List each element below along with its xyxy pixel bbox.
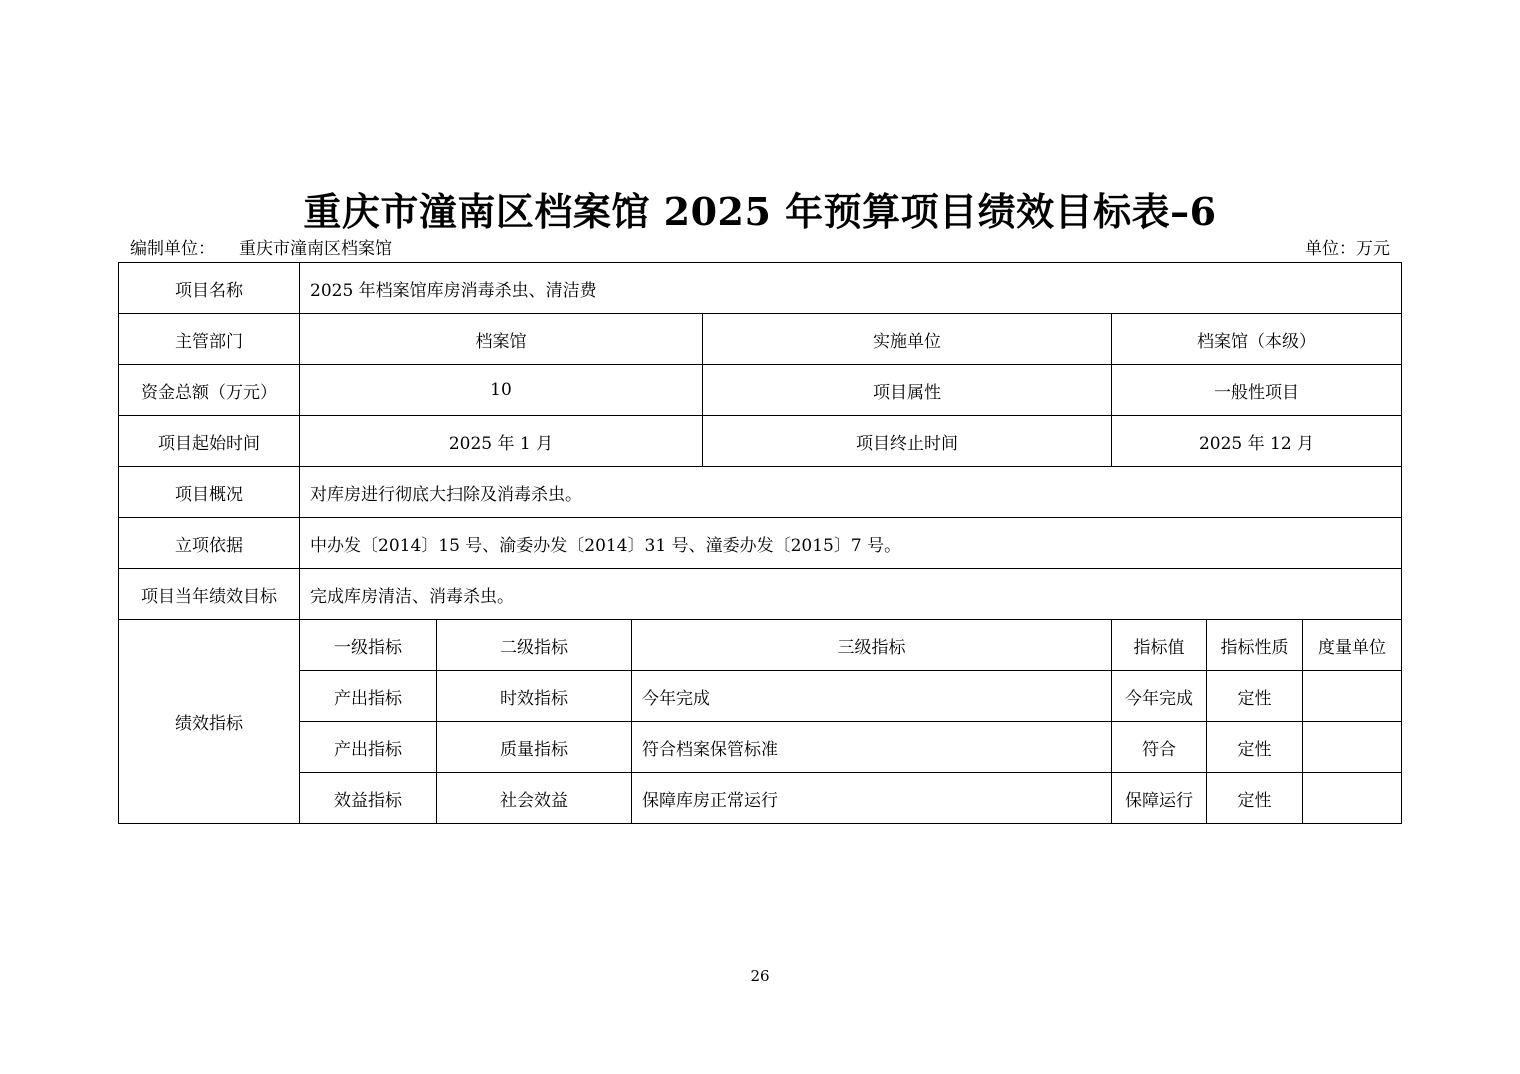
start-time-value: 2025 年 1 月 (300, 416, 703, 467)
basis-value: 中办发〔2014〕15 号、渝委办发〔2014〕31 号、潼委办发〔2015〕7 号。 (300, 518, 1402, 569)
indicator-level2: 时效指标 (437, 671, 632, 722)
indicator-level1: 产出指标 (300, 671, 437, 722)
project-type-value: 一般性项目 (1112, 365, 1402, 416)
page-title: 重庆市潼南区档案馆 2025 年预算项目绩效目标表–6 (303, 189, 1217, 234)
row-dept (119, 314, 1402, 365)
impl-unit-label: 实施单位 (703, 314, 1112, 365)
indicator-header: 三级指标 (632, 620, 1112, 671)
row-funds (119, 365, 1402, 416)
row-overview (119, 467, 1402, 518)
goal-label: 项目当年绩效目标 (119, 569, 300, 620)
compiling-unit-label: 编制单位： (130, 239, 215, 259)
overview-value: 对库房进行彻底大扫除及消毒杀虫。 (300, 467, 1402, 518)
performance-table (118, 262, 1402, 824)
basis-label: 立项依据 (119, 518, 300, 569)
dept-value: 档案馆 (300, 314, 703, 365)
compiling-unit (130, 238, 392, 260)
indicator-nature: 定性 (1207, 773, 1303, 824)
row-basis (119, 518, 1402, 569)
currency-unit: 单位：万元 (1305, 239, 1390, 259)
indicator-unit (1303, 722, 1402, 773)
impl-unit-value: 档案馆（本级） (1112, 314, 1402, 365)
indicator-row (119, 773, 1402, 824)
indicator-nature: 定性 (1207, 722, 1303, 773)
row-goal (119, 569, 1402, 620)
indicator-value: 符合 (1112, 722, 1207, 773)
end-time-value: 2025 年 12 月 (1112, 416, 1402, 467)
indicator-nature: 定性 (1207, 671, 1303, 722)
indicator-value: 保障运行 (1112, 773, 1207, 824)
indicator-level3: 符合档案保管标准 (632, 722, 1112, 773)
goal-value: 完成库房清洁、消毒杀虫。 (300, 569, 1402, 620)
indicator-row (119, 722, 1402, 773)
indicator-level1: 产出指标 (300, 722, 437, 773)
indicator-header: 二级指标 (437, 620, 632, 671)
project-type-label: 项目属性 (703, 365, 1112, 416)
row-project-name (119, 263, 1402, 314)
indicator-header: 指标性质 (1207, 620, 1303, 671)
indicators-label: 绩效指标 (119, 620, 300, 824)
indicator-level3: 今年完成 (632, 671, 1112, 722)
indicator-level1: 效益指标 (300, 773, 437, 824)
indicator-level3: 保障库房正常运行 (632, 773, 1112, 824)
row-time (119, 416, 1402, 467)
indicator-level2: 质量指标 (437, 722, 632, 773)
indicator-unit (1303, 773, 1402, 824)
end-time-label: 项目终止时间 (703, 416, 1112, 467)
overview-label: 项目概况 (119, 467, 300, 518)
project-name-value: 2025 年档案馆库房消毒杀虫、清洁费 (300, 263, 1402, 314)
indicator-row (119, 671, 1402, 722)
indicator-value: 今年完成 (1112, 671, 1207, 722)
indicator-header: 一级指标 (300, 620, 437, 671)
dept-label: 主管部门 (119, 314, 300, 365)
start-time-label: 项目起始时间 (119, 416, 300, 467)
project-name-label: 项目名称 (119, 263, 300, 314)
compiling-unit-value: 重庆市潼南区档案馆 (239, 239, 392, 259)
page-number: 26 (750, 967, 770, 985)
indicator-unit (1303, 671, 1402, 722)
funds-value: 10 (300, 365, 703, 416)
funds-label: 资金总额（万元） (119, 365, 300, 416)
indicator-header-row (119, 620, 1402, 671)
indicator-header: 指标值 (1112, 620, 1207, 671)
indicator-header: 度量单位 (1303, 620, 1402, 671)
indicator-level2: 社会效益 (437, 773, 632, 824)
